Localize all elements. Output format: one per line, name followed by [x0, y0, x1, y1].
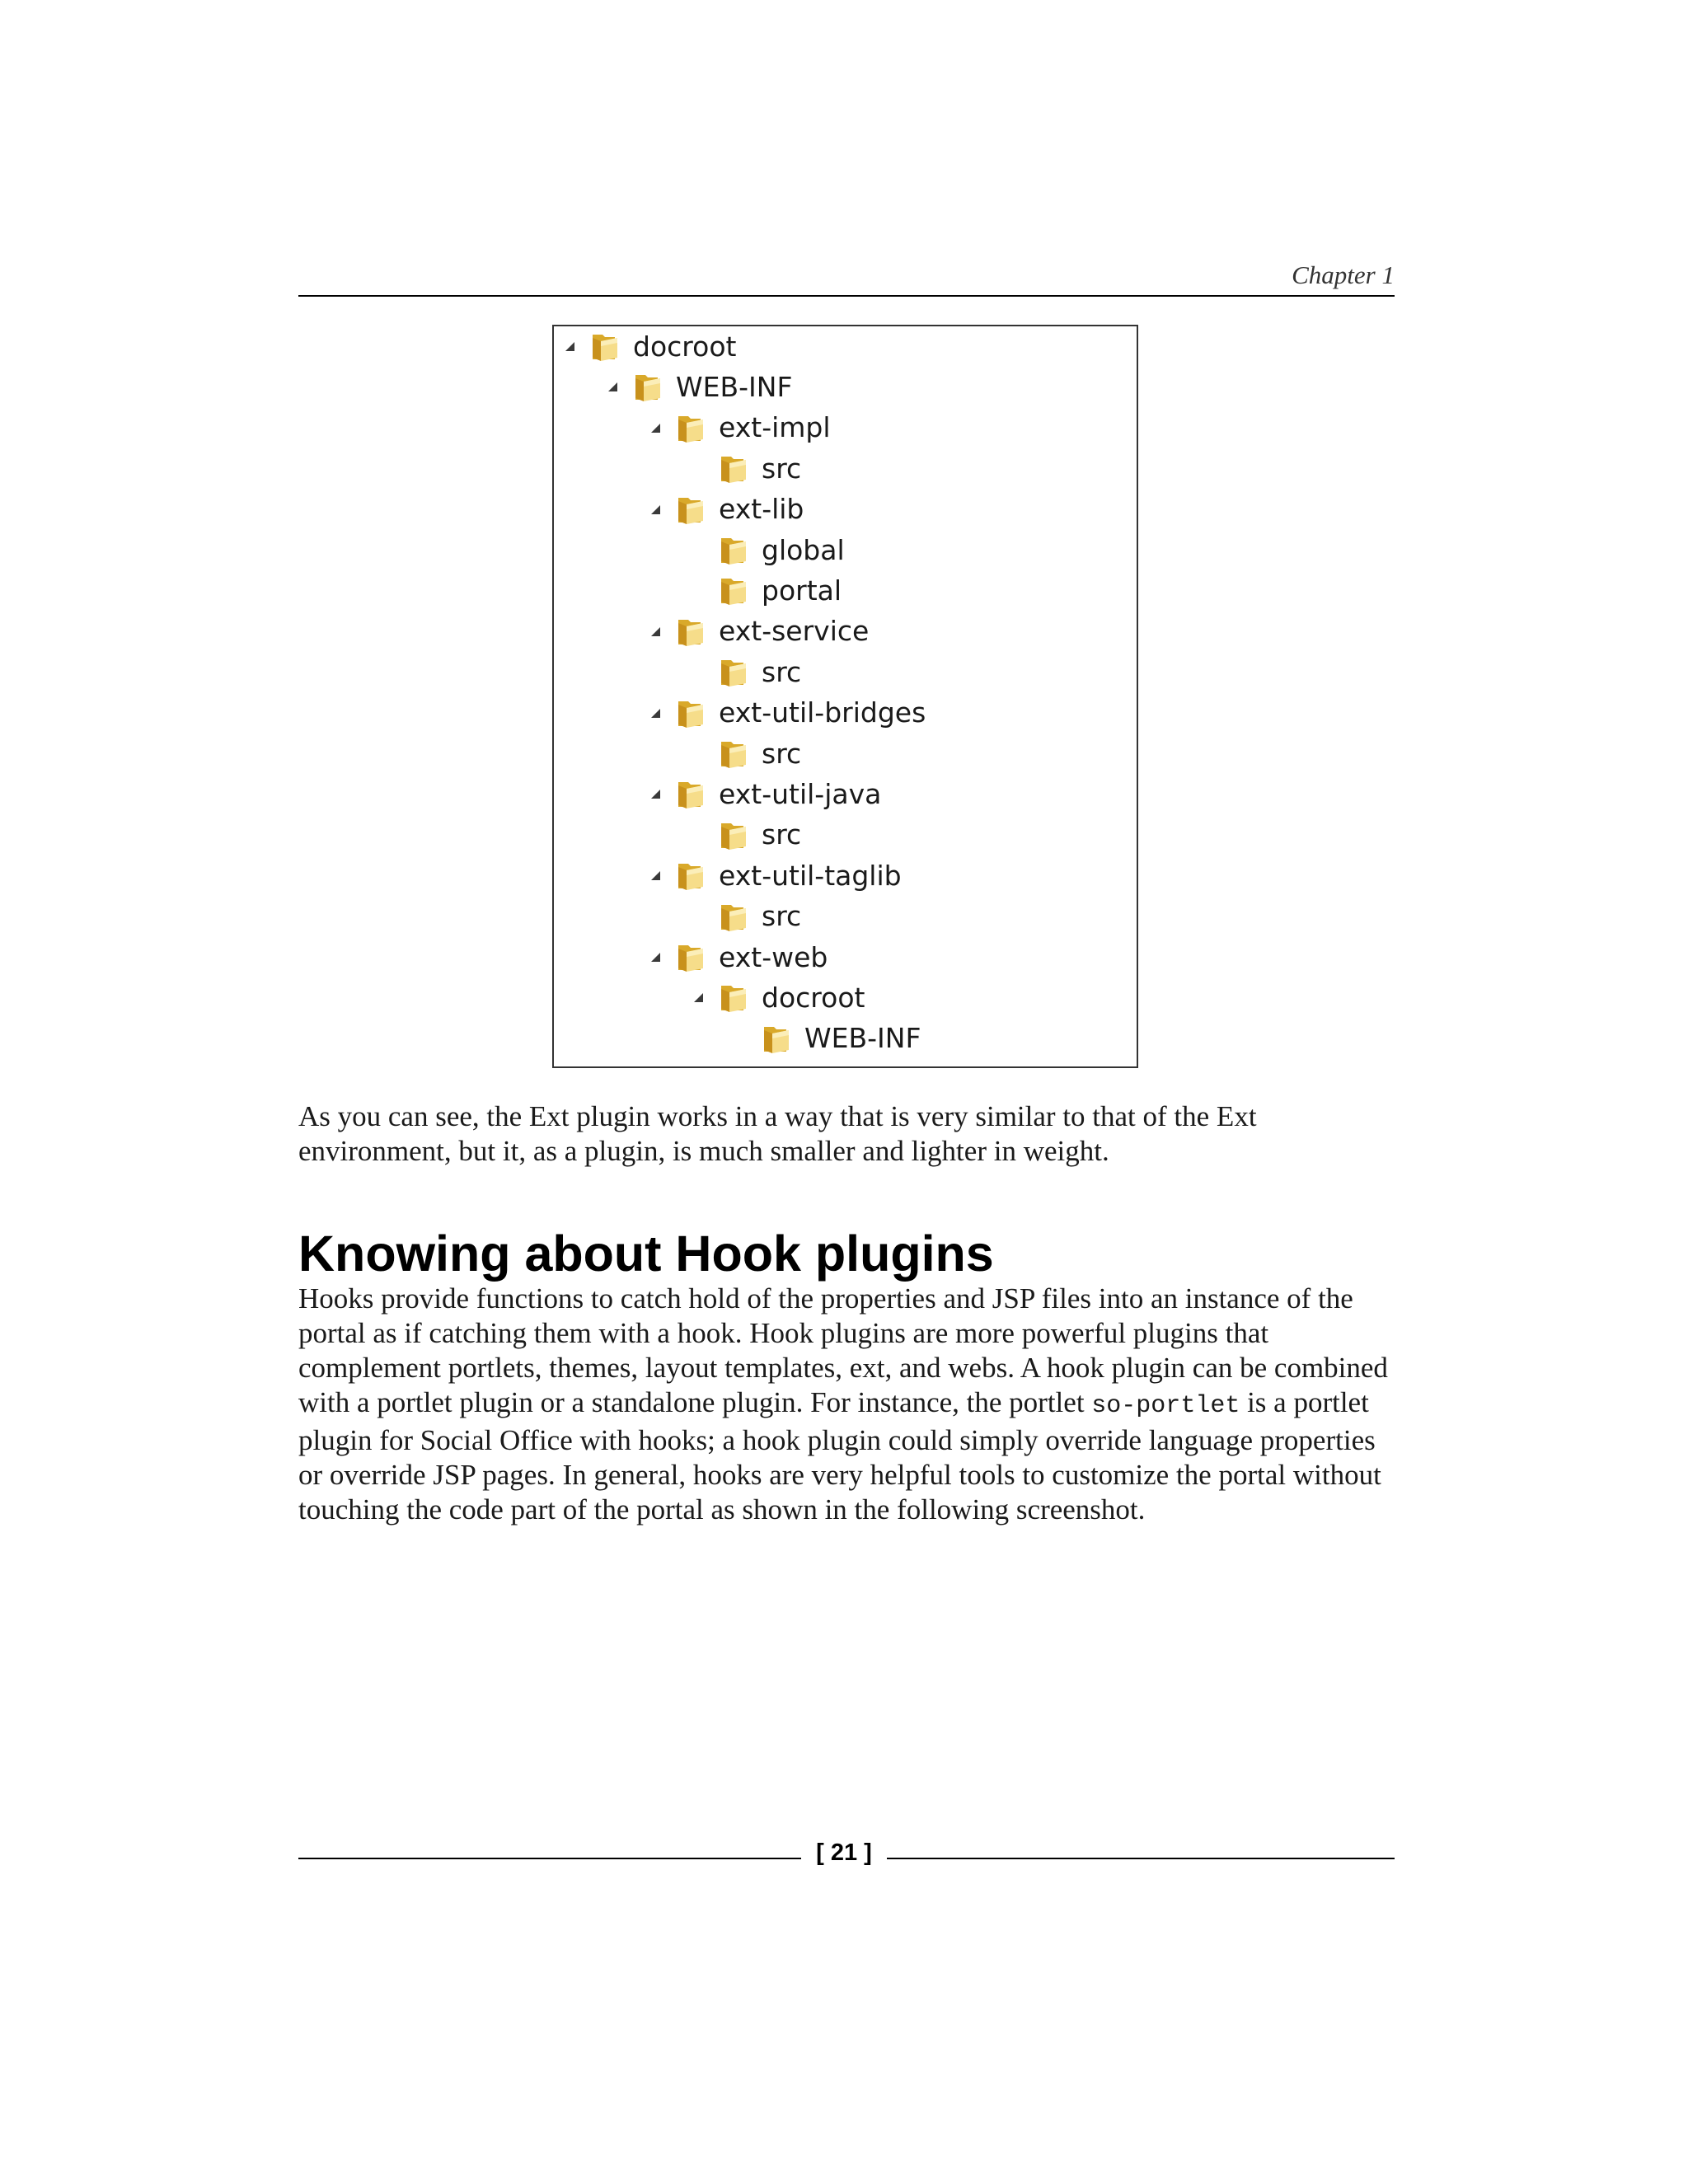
expand-arrow-icon[interactable]: [648, 705, 663, 720]
tree-item-label: ext-web: [719, 940, 828, 973]
paragraph-text-part2: is a portlet plugin for Social Office with hooks; a hook plugin could simply override language properties or override JSP pages. In general, hooks are very helpful tools to customize the portal without touching the code part of the portal as shown in the following screenshot.: [298, 1386, 1381, 1526]
section-heading: Knowing about Hook plugins: [298, 1226, 994, 1282]
folder-icon: [719, 452, 750, 485]
folder-icon: [676, 777, 707, 810]
expand-arrow-icon[interactable]: [605, 379, 620, 394]
expand-arrow-icon[interactable]: [562, 339, 577, 354]
folder-tree-screenshot: [552, 325, 1138, 1068]
tree-item[interactable]: [648, 612, 869, 651]
expand-arrow-icon[interactable]: [648, 949, 663, 964]
folder-icon: [719, 655, 750, 688]
tree-item-label: global: [762, 533, 845, 566]
folder-icon: [719, 737, 750, 770]
folder-icon: [633, 370, 664, 403]
inline-code-so-portlet: so-portlet: [1091, 1392, 1240, 1420]
page-number: [ 21 ]: [816, 1840, 872, 1866]
tree-item-label: ext-util-bridges: [719, 696, 926, 729]
tree-item-label: WEB-INF: [676, 370, 793, 403]
tree-item-label: ext-impl: [719, 411, 831, 444]
folder-icon: [676, 615, 707, 648]
folder-icon: [719, 818, 750, 851]
tree-item[interactable]: [734, 1019, 921, 1058]
tree-item[interactable]: [648, 490, 804, 529]
tree-item-label: src: [762, 818, 802, 851]
tree-item-label: docroot: [762, 981, 865, 1014]
tree-item[interactable]: [648, 693, 926, 733]
folder-icon: [762, 1022, 793, 1055]
tree-item[interactable]: [605, 367, 792, 406]
tree-item[interactable]: [648, 855, 902, 895]
running-head: [298, 257, 1395, 297]
tree-item[interactable]: [691, 570, 842, 610]
tree-item-label: ext-lib: [719, 493, 804, 526]
paragraph-hook-plugins: [298, 1282, 1403, 1527]
tree-item-label: src: [762, 452, 802, 485]
tree-item[interactable]: [691, 977, 865, 1017]
folder-icon: [676, 411, 707, 444]
expand-arrow-icon[interactable]: [648, 868, 663, 883]
folder-icon: [676, 940, 707, 973]
expand-arrow-icon[interactable]: [648, 786, 663, 801]
tree-item-label: portal: [762, 574, 842, 607]
tree-item-label: ext-service: [719, 615, 870, 648]
folder-icon: [676, 696, 707, 729]
tree-item-label: src: [762, 655, 802, 688]
tree-item[interactable]: [648, 937, 828, 977]
tree-item[interactable]: [691, 530, 845, 569]
paragraph-text-part1: Hooks provide functions to catch hold of the properties and JSP files into an instance of the portal as if catching them with a hook. Hook plugins are more powerful plugins that complement portlets, themes, layout templates, ext, and webs. A hook plugin can be combined with a portlet plugin or a standalone plugin. For instance, the portlet: [298, 1282, 1388, 1418]
tree-item-label: src: [762, 737, 802, 770]
tree-item[interactable]: [691, 733, 801, 773]
tree-item-label: src: [762, 900, 802, 933]
expand-arrow-icon[interactable]: [648, 420, 663, 435]
footer-rule-right: [887, 1858, 1395, 1859]
tree-item[interactable]: [691, 652, 801, 691]
folder-icon: [676, 859, 707, 892]
folder-icon: [590, 330, 621, 363]
footer-rule-left: [298, 1858, 801, 1859]
tree-item-label: WEB-INF: [804, 1022, 921, 1055]
expand-arrow-icon[interactable]: [648, 502, 663, 517]
tree-item-label: ext-util-taglib: [719, 859, 902, 892]
tree-item-label: docroot: [633, 330, 737, 363]
tree-item[interactable]: [562, 326, 736, 366]
tree-item[interactable]: [648, 408, 831, 448]
folder-icon: [719, 574, 750, 607]
paragraph-ext-plugin: As you can see, the Ext plugin works in a way that is very similar to that of the Ext environment, but it, as a plugin, is much smaller and lighter in weight.: [298, 1100, 1257, 1167]
tree-item-label: ext-util-java: [719, 777, 882, 810]
tree-item[interactable]: [648, 774, 881, 813]
folder-icon: [719, 900, 750, 933]
chapter-label: Chapter 1: [1292, 260, 1395, 289]
folder-icon: [719, 981, 750, 1014]
folder-icon: [676, 493, 707, 526]
expand-arrow-icon[interactable]: [691, 990, 706, 1005]
tree-item[interactable]: [691, 815, 801, 855]
tree-item[interactable]: [691, 897, 801, 936]
folder-icon: [719, 533, 750, 566]
expand-arrow-icon[interactable]: [648, 624, 663, 639]
tree-item[interactable]: [691, 448, 801, 488]
